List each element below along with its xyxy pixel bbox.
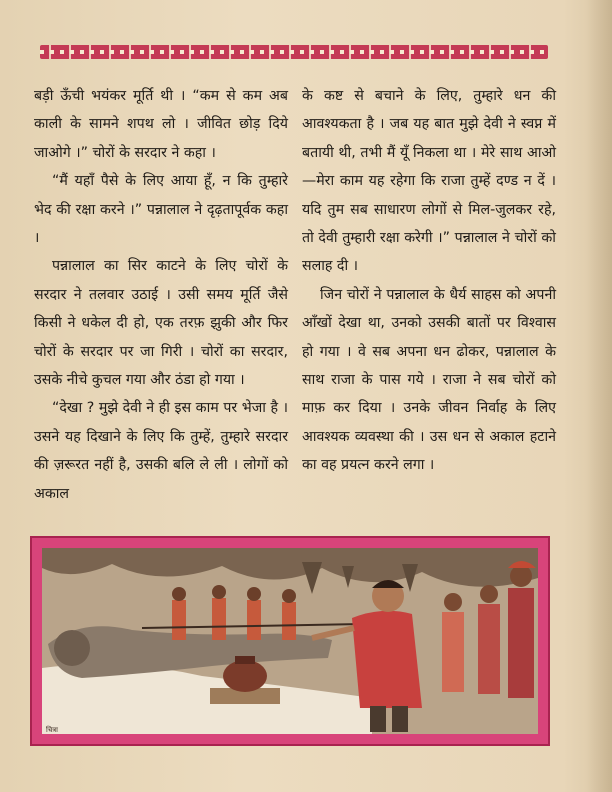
artist-signature: चित्रा (46, 726, 58, 734)
left-paragraph-2: “मैं यहाँ पैसे के लिए आया हूँ, न कि तुम्हारे भेद की रक्षा करने ।” पन्नालाल ने दृढ़तापूर्वक कहा । (34, 173, 288, 247)
left-paragraph-1: बड़ी ऊँची भयंकर मूर्ति थी । “कम से कम अब काली के सामने शपथ लो । जीवित छोड़ दिये जाओगे ।” चोरों के सरदार ने कहा । (34, 88, 288, 161)
right-paragraph-2: जिन चोरों ने पन्नालाल के धैर्य साहस को अपनी आँखों देखा था, उनको उसकी बातों पर विश्वास हो गया । वे सब अपना धन ढोकर, पन्नालाल के साथ राजा के पास गये । राजा ने सब चोरों को माफ़ कर दिया । उनके जीवन निर्वाह के लिए आवश्यक व्यवस्था की । उस धन से अकाल हटाने का वह प्रयत्न करने लगा । (302, 286, 556, 474)
right-paragraph-1: के कष्ट से बचाने के लिए, तुम्हारे धन की आवश्यकता है । जब यह बात मुझे देवी ने स्वप्न में बतायी थी, तभी मैं यूँ निकला था । मेरे साथ आओ—मेरा काम यह रहेगा कि राजा तुम्हें दण्ड न दें । यदि तुम सब साधारण लोगों से मिल-जुलकर रहे, तो देवी तुम्हारी रक्षा करेगी ।” पन्नालाल ने चोरों को सलाह दी । (302, 88, 556, 275)
decorative-border-strip (40, 45, 548, 59)
left-paragraph-3: पन्नालाल का सिर काटने के लिए चोरों के सरदार ने तलवार उठाई । उसी समय मूर्ति जैसे किसी ने धकेल दी हो, एक तरफ़ झुकी और फिर चोरों के सरदार पर जा गिरी । चोरों का सरदार, उसके नीचे कुचल गया और ठंडा हो गया । (34, 258, 288, 389)
left-paragraph-4: “देखा ? मुझे देवी ने ही इस काम पर भेजा है । उसने यह दिखाने के लिए कि तुम्हें, तुम्हारे सरदार की ज़रूरत नहीं है, उसकी बलि ले ली । लोगों को अकाल (34, 400, 288, 502)
right-column (302, 82, 556, 530)
story-text (34, 82, 554, 530)
page-spine-shadow (586, 0, 612, 792)
illustration-scene (42, 548, 538, 734)
border-dots (40, 50, 548, 54)
left-column (34, 82, 288, 530)
idol-head (54, 630, 90, 666)
story-illustration (30, 536, 550, 746)
